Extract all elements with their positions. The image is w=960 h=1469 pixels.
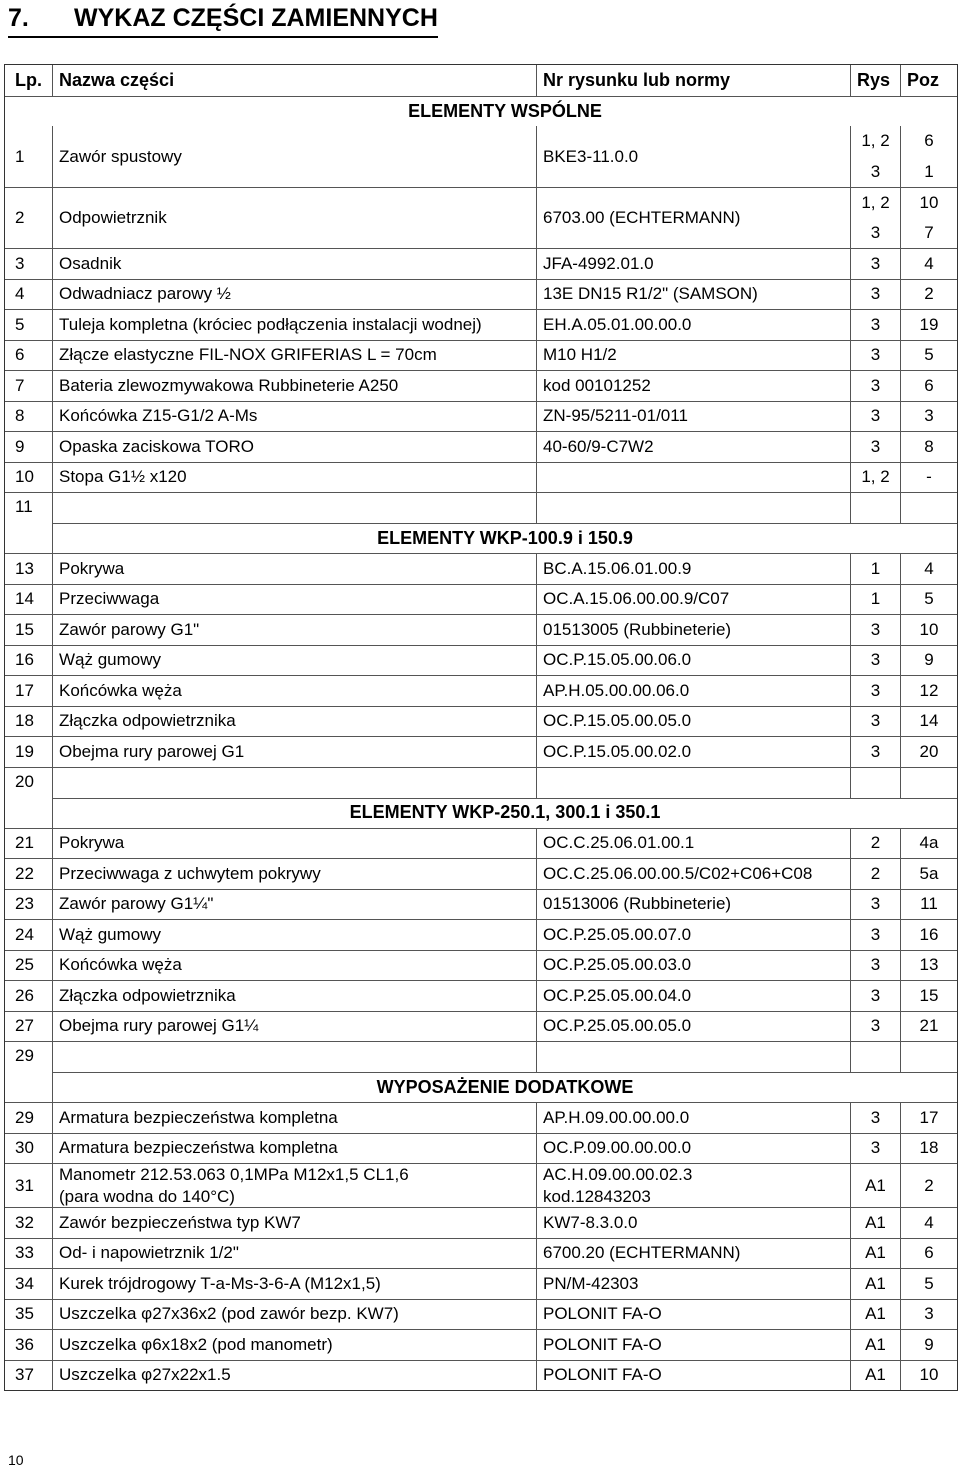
cell-ref: OC.P.25.05.00.07.0 [537,920,851,950]
cell-lp: 6 [5,341,53,371]
table-row [5,828,957,859]
cell-poz: - [926,467,932,487]
name-line: Manometr 212.53.063 0,1MPa M12x1,5 CL1,6 [59,1164,409,1184]
cell-name: Tuleja kompletna (króciec podłączenia instalacji wodnej) [53,310,537,340]
cell-poz: 5 [924,589,934,609]
cell-ref: BC.A.15.06.01.00.9 [537,554,851,584]
cell-ref: OC.P.25.05.00.04.0 [537,981,851,1011]
header-lp: Lp. [5,65,53,96]
cell-rys: 3 [851,981,901,1011]
cell-lp: 26 [5,981,53,1011]
cell-rys: A1 [851,1208,901,1238]
cell-lp: 5 [5,310,53,340]
cell-lp: 21 [5,829,53,859]
table-row [5,1268,957,1299]
cell-rys: 2 [851,859,901,889]
cell-lp: 19 [5,737,53,767]
cell-name: Stopa G1½ x120 [53,463,537,493]
poz-value: 7 [924,223,934,242]
poz-stack [901,126,957,187]
title-text: WYKAZ CZĘŚCI ZAMIENNYCH [74,4,438,32]
ref-lines [543,1164,692,1208]
cell-poz: 10 [919,619,939,639]
rys-value: 1, 2 [861,193,890,212]
cell-lp: 22 [5,859,53,889]
section-title: ELEMENTY WSPÓLNE [408,100,602,121]
cell-poz: 4 [924,558,934,578]
cell-rys: 3 [851,890,901,920]
cell-rys: A1 [851,1164,901,1207]
cell-ref: POLONIT FA-O [537,1361,851,1391]
cell-lp: 24 [5,920,53,950]
section-title: ELEMENTY WKP-100.9 i 150.9 [377,527,633,548]
empty-cell [53,768,537,798]
cell-ref: ZN-95/5211-01/011 [537,402,851,432]
table-row [5,1102,957,1133]
cell-rys: 1, 2 [851,463,901,493]
poz-value: 6 [924,131,934,151]
cell-name: Złączka odpowietrznika [53,981,537,1011]
cell-rys: 1 [851,554,901,584]
empty-cell [537,768,851,798]
table-row [5,462,957,493]
empty-row-cells [53,1042,957,1073]
table-row [5,126,957,187]
cell-name: Wąż gumowy [53,920,537,950]
table-header [5,65,957,96]
cell-rys: 3 [851,402,901,432]
cell-rys: 3 [851,280,901,310]
table-row [5,889,957,920]
cell-poz [901,188,957,248]
rys-value: 1, 2 [861,131,890,151]
cell-name: Odpowietrznik [53,188,537,248]
cell-name: Kurek trójdrogowy T-a-Ms-3-6-A (M12x1,5) [53,1269,537,1299]
cell-ref: OC.C.25.06.00.00.5/C02+C06+C08 [537,859,851,889]
table-row [5,279,957,310]
cell-ref [537,463,851,493]
cell-name: Zawór parowy G1" [53,615,537,645]
cell-poz: 21 [919,1016,939,1036]
cell-lp: 23 [5,890,53,920]
cell-lp: 10 [5,463,53,493]
cell-rys: 3 [851,951,901,981]
cell-name: Zawór spustowy [53,126,537,187]
cell-poz: 2 [924,284,934,304]
cell-ref: EH.A.05.01.00.00.0 [537,310,851,340]
cell-name: Osadnik [53,249,537,279]
cell-poz: 4 [924,1212,934,1232]
table-row [5,706,957,737]
cell-poz: 5 [924,345,934,365]
cell-rys: 3 [851,1103,901,1133]
name-line: (para wodna do 140°C) [59,1186,235,1206]
cell-poz: 3 [924,406,934,426]
cell-poz: 4 [924,253,934,273]
cell-rys: A1 [851,1330,901,1360]
cell-lp: 25 [5,951,53,981]
cell-rys: 3 [851,249,901,279]
table-row [5,736,957,767]
cell-poz [901,126,957,187]
cell-ref: 40-60/9-C7W2 [537,432,851,462]
cell-rys: A1 [851,1239,901,1269]
table-row [5,248,957,279]
cell-name: Końcówka Z15-G1/2 A-Ms [53,402,537,432]
cell-name: Pokrywa [53,829,537,859]
empty-cell [537,493,851,523]
cell-ref: M10 H1/2 [537,341,851,371]
cell-ref: OC.C.25.06.01.00.1 [537,829,851,859]
cell-name: Uszczelka φ27x22x1.5 [53,1361,537,1391]
cell-poz: 17 [919,1107,939,1127]
header-ref: Nr rysunku lub normy [537,65,851,96]
cell-ref: 13E DN15 R1/2" (SAMSON) [537,280,851,310]
table-row [5,675,957,706]
cell-rys: 3 [851,737,901,767]
cell-rys: A1 [851,1361,901,1391]
cell-ref: AP.H.05.00.00.06.0 [537,676,851,706]
cell-lp: 34 [5,1269,53,1299]
cell-name: Pokrywa [53,554,537,584]
cell-lp: 13 [5,554,53,584]
cell-lp: 18 [5,707,53,737]
cell-poz: 10 [919,1365,939,1385]
rys-stack [851,126,900,187]
ref-line: AC.H.09.00.00.02.3 [543,1164,693,1184]
empty-cell [851,1042,901,1072]
empty-row-cells [53,768,957,799]
cell-poz: 9 [924,650,934,670]
table-row [5,1329,957,1360]
table-row [5,370,957,401]
cell-lp: 15 [5,615,53,645]
header-rys: Rys [851,65,901,96]
cell-lp: 17 [5,676,53,706]
cell-lp: 35 [5,1300,53,1330]
cell-poz: 20 [919,741,939,761]
cell-poz: 11 [920,894,938,914]
cell-rys [851,188,901,248]
cell-rys: 1 [851,585,901,615]
section-row [5,96,957,127]
cell-lp: 37 [5,1361,53,1391]
cell-ref: POLONIT FA-O [537,1330,851,1360]
cell-ref: 01513005 (Rubbineterie) [537,615,851,645]
cell-poz: 2 [924,1175,934,1195]
cell-rys: A1 [851,1300,901,1330]
cell-poz: 18 [919,1138,939,1158]
name-lines [59,1164,409,1208]
section-row [5,1041,957,1102]
rys-stack [851,188,900,248]
cell-poz: 5a [919,863,939,883]
rys-value: 3 [870,223,881,242]
cell-ref: KW7-8.3.0.0 [537,1208,851,1238]
cell-ref: OC.P.15.05.00.06.0 [537,646,851,676]
cell-poz: 9 [924,1334,934,1354]
table-row [5,431,957,462]
table-row [5,309,957,340]
cell-poz: 13 [919,955,939,975]
cell-poz: 19 [919,314,939,334]
section-title: ELEMENTY WKP-250.1, 300.1 i 350.1 [349,802,661,822]
cell-ref: OC.P.15.05.00.05.0 [537,707,851,737]
cell-name: Obejma rury parowej G1 [53,737,537,767]
cell-ref: OC.P.09.00.00.00.0 [537,1134,851,1164]
cell-name: Uszczelka φ27x36x2 (pod zawór bezp. KW7) [53,1300,537,1330]
cell-name: Uszczelka φ6x18x2 (pod manometr) [53,1330,537,1360]
section-row [5,767,957,828]
cell-name: Obejma rury parowej G1¼ [53,1012,537,1042]
cell-ref: BKE3-11.0.0 [537,126,851,187]
cell-ref: 01513006 (Rubbineterie) [537,890,851,920]
cell-name: Końcówka węża [53,676,537,706]
table-row [5,1133,957,1164]
table-row [5,1299,957,1330]
empty-cell [851,493,901,523]
cell-ref: OC.P.25.05.00.05.0 [537,1012,851,1042]
cell-name: Armatura bezpieczeństwa kompletna [53,1103,537,1133]
table-row [5,340,957,371]
cell-poz: 4a [919,833,939,853]
parts-table [4,64,958,1391]
cell-lp: 29 [5,1042,53,1102]
cell-name: Bateria zlewozmywakowa Rubbineterie A250 [53,371,537,401]
table-row [5,187,957,248]
empty-cell [901,493,957,523]
empty-cell [537,1042,851,1072]
table-row [5,1360,957,1391]
cell-ref: OC.A.15.06.00.00.9/C07 [537,585,851,615]
section-row [5,492,957,553]
cell-lp: 29 [5,1103,53,1133]
cell-name: Złączka odpowietrznika [53,707,537,737]
header-name: Nazwa części [53,65,537,96]
cell-ref [537,1164,851,1207]
table-row [5,1011,957,1042]
ref-line: kod.12843203 [543,1186,651,1206]
table-row [5,614,957,645]
cell-lp: 9 [5,432,53,462]
cell-rys: 3 [851,371,901,401]
cell-name: Przeciwwaga [53,585,537,615]
cell-rys: A1 [851,1269,901,1299]
cell-rys: 3 [851,1134,901,1164]
cell-lp: 32 [5,1208,53,1238]
cell-lp: 1 [5,126,53,187]
cell-name: Zawór parowy G1¼" [53,890,537,920]
cell-rys [851,126,901,187]
table-row [5,980,957,1011]
cell-ref: OC.P.25.05.00.03.0 [537,951,851,981]
table-row [5,1163,957,1207]
cell-name: Końcówka węża [53,951,537,981]
cell-rys: 3 [851,646,901,676]
section-title: WYPOSAŻENIE DODATKOWE [376,1076,634,1097]
poz-value: 1 [924,161,934,181]
cell-poz: 5 [924,1273,934,1293]
cell-lp: 14 [5,585,53,615]
header-poz: Poz [907,69,940,90]
cell-poz: 6 [924,375,934,395]
cell-rys: 3 [851,1012,901,1042]
empty-row-cells [53,493,957,524]
table-row [5,645,957,676]
cell-lp: 16 [5,646,53,676]
cell-rys: 3 [851,310,901,340]
cell-lp: 20 [5,768,53,828]
cell-lp: 7 [5,371,53,401]
cell-ref: POLONIT FA-O [537,1300,851,1330]
empty-cell [901,768,957,798]
cell-rys: 3 [851,615,901,645]
empty-cell [53,493,537,523]
cell-ref: JFA-4992.01.0 [537,249,851,279]
cell-rys: 3 [851,341,901,371]
cell-lp: 27 [5,1012,53,1042]
title-number: 7. [8,4,29,32]
cell-lp: 11 [5,493,53,553]
cell-poz: 12 [919,680,939,700]
table-row [5,858,957,889]
table-row [5,553,957,584]
cell-ref: 6700.20 (ECHTERMANN) [537,1239,851,1269]
cell-poz: 15 [919,985,939,1005]
table-row [5,1238,957,1269]
cell-rys: 3 [851,707,901,737]
cell-name: Wąż gumowy [53,646,537,676]
cell-lp: 4 [5,280,53,310]
table-row [5,950,957,981]
cell-ref: 6703.00 (ECHTERMANN) [537,188,851,248]
cell-lp: 2 [5,188,53,248]
cell-name: Armatura bezpieczeństwa kompletna [53,1134,537,1164]
cell-poz: 14 [919,711,939,731]
cell-poz: 16 [919,924,939,944]
poz-stack [901,188,957,248]
cell-rys: 3 [851,432,901,462]
empty-cell [53,1042,537,1072]
table-row [5,919,957,950]
table-row [5,1207,957,1238]
cell-poz: 8 [924,436,934,456]
cell-rys: 3 [851,920,901,950]
cell-ref: AP.H.09.00.00.00.0 [537,1103,851,1133]
empty-cell [901,1042,957,1072]
poz-value: 10 [919,193,939,212]
cell-lp: 3 [5,249,53,279]
page-title [8,0,438,38]
cell-ref: PN/M-42303 [537,1269,851,1299]
page-number: 10 [8,1452,24,1468]
cell-lp: 33 [5,1239,53,1269]
cell-name: Odwadniacz parowy ½ [53,280,537,310]
cell-name: Przeciwwaga z uchwytem pokrywy [53,859,537,889]
cell-poz: 3 [924,1304,934,1324]
cell-name: Zawór bezpieczeństwa typ KW7 [53,1208,537,1238]
cell-name [53,1164,537,1207]
rys-value: 3 [870,161,881,181]
cell-poz: 6 [924,1243,934,1263]
cell-name: Złącze elastyczne FIL-NOX GRIFERIAS L = 70cm [53,341,537,371]
empty-cell [851,768,901,798]
cell-rys: 2 [851,829,901,859]
cell-rys: 3 [851,676,901,706]
cell-lp: 8 [5,402,53,432]
cell-lp: 30 [5,1134,53,1164]
table-row [5,401,957,432]
cell-name: Opaska zaciskowa TORO [53,432,537,462]
cell-ref: OC.P.15.05.00.02.0 [537,737,851,767]
cell-ref: kod 00101252 [537,371,851,401]
cell-name: Od- i napowietrznik 1/2" [53,1239,537,1269]
cell-lp: 31 [5,1164,53,1207]
table-row [5,584,957,615]
cell-lp: 36 [5,1330,53,1360]
